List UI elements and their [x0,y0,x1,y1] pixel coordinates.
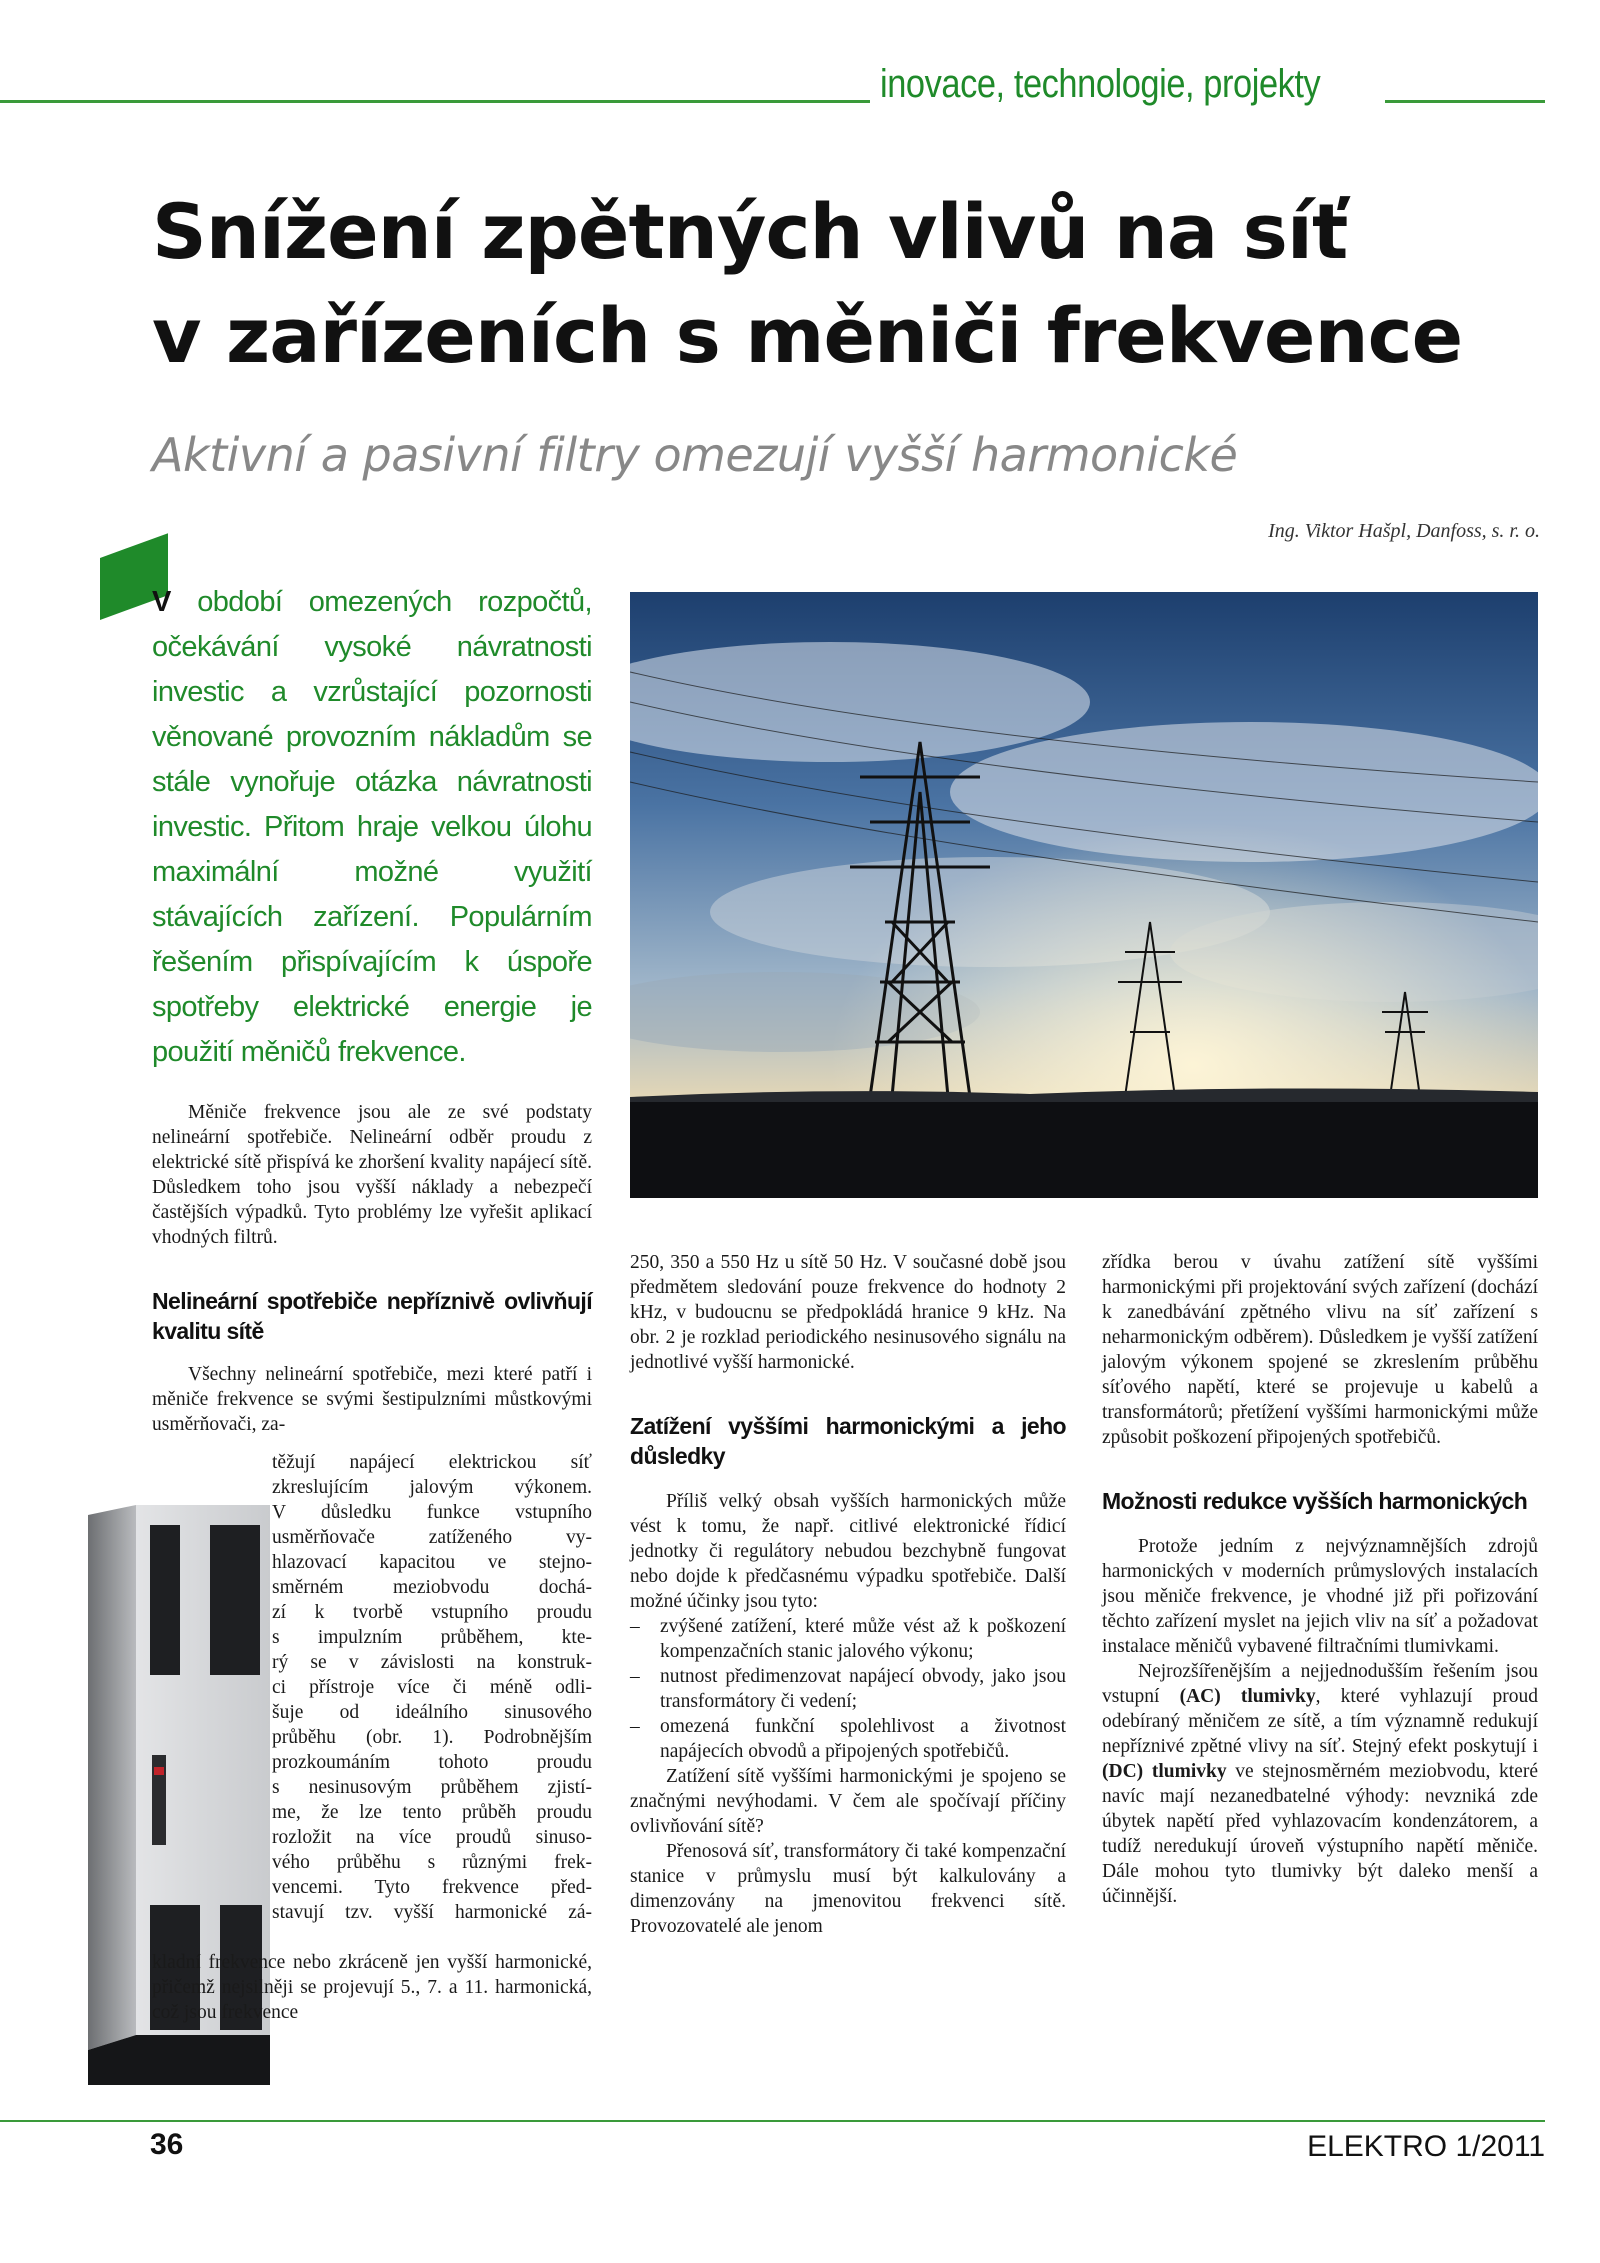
text-run: , které vyhlazují proud odebíraný měničem ze sítě, a tím významně redukují nepříznivé zpětné vlivy na síť. Stejný efekt poskytují i [1102,1686,1538,1757]
wrapped-text-line: šuje od ideálního sinusového [272,1702,592,1723]
column-1-top [152,1100,592,1437]
wrapped-text-line: vého průběhu s různými frek- [272,1852,592,1873]
wrapped-text-line: průběhu (obr. 1). Podrobnějším [272,1727,592,1748]
wrapped-text-line: s impulzním průběhem, kte- [272,1627,592,1648]
text-run: Nejrozšířenějším a nejjednodušším řešením jsou vstupní [1102,1661,1538,1707]
title-line-2: v zařízeních s měniči frekvence [152,291,1463,380]
column-1-wrapped [272,1450,592,1925]
wrapped-lines [272,1450,592,1925]
column-2 [630,1250,1066,1939]
text-run: ve stejnosměrném meziobvodu, které navíc mají nezanedbatelné výhody: nevzniká zde úbytek napětí před vyhlazovacím kondenzátorem, a tudíž neredukují úroveň výstupního napětí měniče. Dále mohou tyto tlumivky být daleko menší a účinnější. [1102,1761,1538,1907]
wrapped-text-line: těžují napájecí elektrickou síť [272,1452,592,1473]
paragraph: Zatížení sítě vyššími harmonickými je spojeno se značnými nevýhodami. V čem ale spočívají příčiny ovlivňování sítě? [630,1766,1066,1837]
wrapped-text-line: zkreslujícím jalovým výkonem. [272,1477,592,1498]
bold-term-dc-choke: (DC) tlumivky [1102,1761,1227,1782]
section-label: inovace, technologie, projekty [880,62,1321,106]
bold-term-ac-choke: (AC) tlumivky [1179,1686,1316,1707]
footer-rule [0,2120,1545,2122]
wrapped-text-line: rozložit na více proudů sinuso- [272,1827,592,1848]
list-item: – omezená funkční spolehlivost a životnost napájecích obvodů a připojených spotřebičů. [630,1714,1066,1764]
column-3 [1102,1250,1538,1909]
author: Ing. Viktor Hašpl, Danfoss, s. r. o. [1268,520,1540,542]
title-line-1: Snížení zpětných vlivů na síť [152,187,1348,276]
wrapped-text-line: vencemi. Tyto frekvence před- [272,1877,592,1898]
effects-list [630,1614,1066,1764]
lead-text: období omezených rozpočtů, očekávání vysoké návratnosti investic a vzrůstající pozornosti věnované provozním nákladům se stále vynořuje otázka návratnosti investic. Přitom hraje velkou úlohu maximální možné využití stávajících zařízení. Populárním řešením přispívajícím k úspoře spotřeby elektrické energie je použití měničů frekvence. [152,586,592,1068]
paragraph: Přenosová síť, transformátory či také kompenzační stanice v průmyslu musí být kalkulovány a dimenzovány na jmenovitou frekvenci sítě. Provozovatelé ale jenom [630,1841,1066,1937]
lead-paragraph [152,580,592,1075]
paragraph: Měniče frekvence jsou ale ze své podstaty nelineární spotřebiče. Nelineární odběr proudu z elektrické sítě přispívá ke zhoršení kvality napájecí sítě. Důsledkem toho jsou vyšší náklady a nebezpečí častějších výpadků. Tyto problémy lze vyřešit aplikací vhodných filtrů. [152,1102,592,1248]
wrapped-text-line: V důsledku funkce vstupního [272,1502,592,1523]
paragraph [1102,1659,1538,1909]
wrapped-text-line: s nesinusovým průběhem zjistí- [272,1777,592,1798]
article-subtitle: Aktivní a pasivní filtry omezují vyšší harmonické [152,428,1238,482]
paragraph: zřídka berou v úvahu zatížení sítě vyššími harmonickými při projektování svých zařízení (dochází k zanedbávání zpětného vlivu na síť zařízení s neharmonickým odběrem). Důsledkem je vyšší zatížení jalovým výkonem spojené se zkreslením průběhu síťového napětí, které se projevuje u kabelů a transformátorů; přetížení vyššími harmonickými může způsobit poškození připojených spotřebičů. [1102,1252,1538,1448]
wrapped-text-line: směrném meziobvodu dochá- [272,1577,592,1598]
paragraph: 250, 350 a 550 Hz u sítě 50 Hz. V současné době jsou předmětem sledování pouze frekvence do hodnoty 2 kHz, v budoucnu se předpokládá hranice 9 kHz. Na obr. 2 je rozklad periodického nesinusového signálu na jednotlivé vyšší harmonické. [630,1252,1066,1373]
wrapped-text-line: stavují tzv. vyšší harmonické zá- [272,1902,592,1923]
lead-drop-letter: V [152,586,171,618]
header-rule-left [0,100,870,103]
wrapped-text-line: zí k tvorbě vstupního proudu [272,1602,592,1623]
section-heading: Možnosti redukce vyšších harmonických [1102,1488,1528,1514]
wrapped-text-line: ci přístroje více či méně odli- [272,1677,592,1698]
article-title [152,180,1532,388]
paragraph: kladní frekvence nebo zkráceně jen vyšší harmonické, přičemž nejsilněji se projevují 5., 7. a 11. harmonická, což jsou frekvence [152,1952,592,2023]
page-number: 36 [150,2128,184,2161]
paragraph: Příliš velký obsah vyšších harmonických může vést k tomu, že např. citlivé elektronické řídicí jednotky či regulátory nebudou bezchybně fungovat nebo dojde k předčasnému výpadku spotřebiče. Další možné účinky jsou tyto: [630,1491,1066,1612]
list-item: – zvýšené zatížení, které může vést až k poškození kompenzačních stanic jalového výkonu; [630,1614,1066,1664]
wrapped-text-line: prozkoumáním tohoto proudu [272,1752,592,1773]
section-heading: Zatížení vyššími harmonickými a jeho důsledky [630,1413,1066,1469]
paragraph: Všechny nelineární spotřebiče, mezi které patří i měniče frekvence se svými šestipulzními můstkovými usměrňovači, za- [152,1364,592,1435]
transmission-towers-photo [630,592,1538,1198]
section-heading: Nelineární spotřebiče nepříznivě ovlivňují kvalitu sítě [152,1288,592,1344]
column-1-bottom [152,1950,592,2025]
wrapped-text-line: me, že lze tento průběh proudu [272,1802,592,1823]
wrapped-text-line: rý se v závislosti na konstruk- [272,1652,592,1673]
wrapped-text-line: usměrňovače zatíženého vy- [272,1527,592,1548]
wrapped-text-line: hlazovací kapacitou ve stejno- [272,1552,592,1573]
paragraph: Protože jedním z nejvýznamnějších zdrojů harmonických v moderních průmyslových instalacích jsou měniče frekvence, je vhodné již při pořizování těchto zařízení myslet na jejich vliv na síť a požadovat instalace měničů vybavené filtračními tlumivkami. [1102,1536,1538,1657]
list-item: – nutnost předimenzovat napájecí obvody, jako jsou transformátory či vedení; [630,1664,1066,1714]
issue-label: ELEKTRO 1/2011 [1307,2130,1545,2163]
header-rule-right [1385,100,1545,103]
